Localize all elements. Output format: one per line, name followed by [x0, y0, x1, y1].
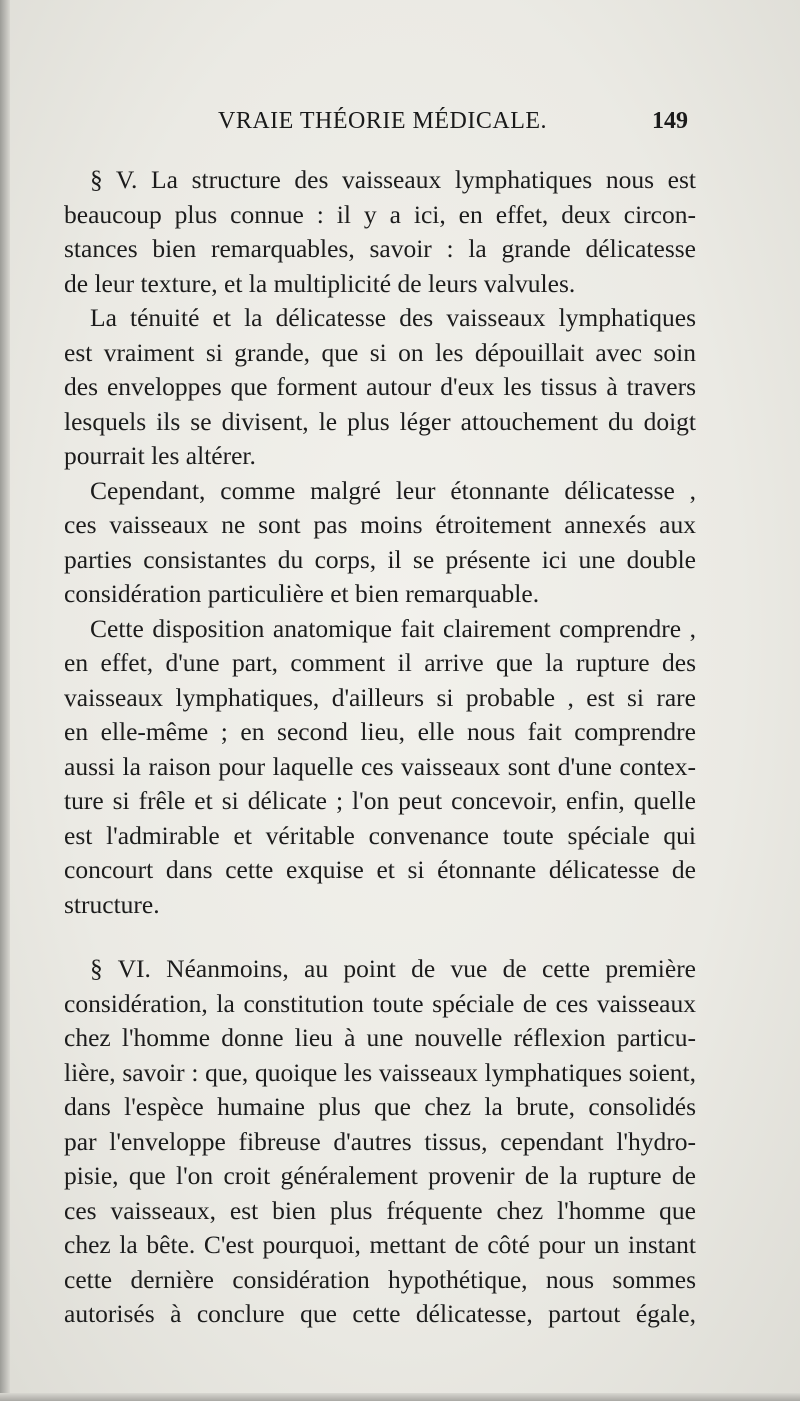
text-line: pisie, que l'on croit généralement provenir de la rupture de	[64, 1161, 696, 1190]
text-line: pourrait les altérer.	[64, 441, 256, 470]
text-line: par l'enveloppe fibreuse d'autres tissus, cependant l'hydro-	[64, 1126, 696, 1156]
text-line: stances bien remarquables, savoir : la grande délicatesse	[64, 234, 696, 263]
text-line: vaisseaux lymphatiques, d'ailleurs si probable , est si rare	[64, 682, 696, 712]
page-number: 149	[652, 108, 688, 134]
text-line: lière, savoir : que, quoique les vaisseaux lymphatiques soient,	[64, 1057, 696, 1087]
text-line: chez l'homme donne lieu à une nouvelle réflexion particu-	[64, 1023, 696, 1052]
text-line: Cette disposition anatomique fait clairement comprendre ,	[90, 613, 696, 643]
text-line: parties consistantes du corps, il se présente ici une double	[64, 544, 696, 574]
text-line: Cependant, comme malgré leur étonnante délicatesse ,	[90, 475, 696, 505]
text-line: La ténuité et la délicatesse des vaisseaux lymphatiques	[90, 303, 696, 332]
text-line: ture si frêle et si délicate ; l'on peut concevoir, enfin, quelle	[64, 786, 696, 815]
text-line: des enveloppes que forment autour d'eux les tissus à travers	[64, 372, 696, 401]
text-line: considération particulière et bien remarquable.	[64, 579, 540, 608]
text-line: concourt dans cette exquise et si étonnante délicatesse de	[64, 855, 696, 884]
text-line: considération, la constitution toute spéciale de ces vaisseaux	[64, 988, 696, 1018]
text-line: cette dernière considération hypothétique, nous sommes	[64, 1264, 696, 1294]
text-line: § VI. Néanmoins, au point de vue de cette première	[90, 954, 696, 983]
body-text	[64, 163, 696, 1332]
text-line: est vraiment si grande, que si on les dépouillait avec soin	[64, 337, 696, 367]
text-line: structure.	[64, 889, 160, 919]
text-line: ces vaisseaux, est bien plus fréquente chez l'homme que	[64, 1195, 696, 1225]
text-line: chez la bête. C'est pourquoi, mettant de côté pour un instant	[64, 1230, 696, 1259]
text-line: ces vaisseaux ne sont pas moins étroitement annexés aux	[64, 510, 696, 539]
text-line: de leur texture, et la multiplicité de leurs valvules.	[64, 268, 576, 298]
section-gap	[64, 922, 696, 952]
text-line: beaucoup plus connue : il y a ici, en effet, deux circon-	[64, 199, 696, 229]
running-title: VRAIE THÉORIE MÉDICALE.	[218, 108, 548, 134]
text-line: en elle-même ; en second lieu, elle nous fait comprendre	[64, 717, 696, 746]
text-line: lesquels ils se divisent, le plus léger attouchement du doigt	[64, 406, 696, 436]
page-left-edge	[0, 0, 10, 1401]
page-header	[68, 108, 688, 148]
text-line: est l'admirable et véritable convenance toute spéciale qui	[64, 820, 696, 850]
page-bottom-edge	[0, 1393, 800, 1401]
text-line: dans l'espèce humaine plus que chez la brute, consolidés	[64, 1092, 696, 1121]
text-line: § V. La structure des vaisseaux lymphatiques nous est	[90, 165, 696, 194]
text-line: aussi la raison pour laquelle ces vaisseaux sont d'une contex-	[64, 751, 696, 781]
text-line: en effet, d'une part, comment il arrive que la rupture des	[64, 648, 696, 677]
text-line: autorisés à conclure que cette délicatesse, partout égale,	[64, 1299, 696, 1328]
